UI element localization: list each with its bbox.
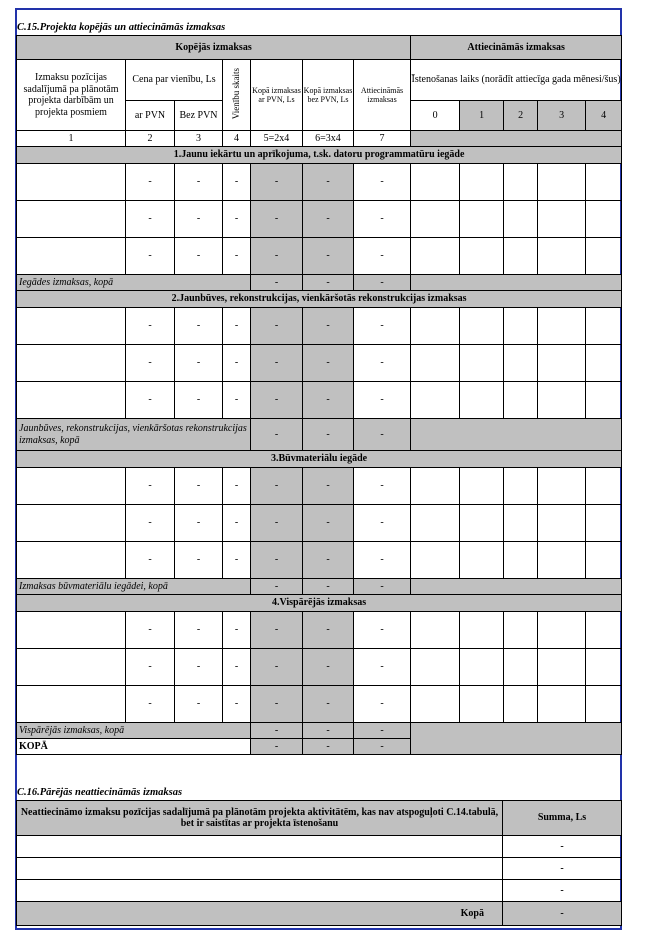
item-name-cell[interactable] [17, 201, 126, 238]
price-without-vat-cell[interactable]: - [175, 468, 223, 505]
price-without-vat-cell[interactable]: - [175, 345, 223, 382]
section-total-filler [411, 579, 622, 595]
item-breakdown-header: Izmaksu pozīcijas sadalījumā pa plānotām projekta darbībām un projekta posmiem [17, 60, 126, 131]
eligible-cell[interactable]: - [354, 686, 411, 723]
section-total-with-vat: - [251, 419, 303, 451]
total-without-vat-cell: - [303, 505, 354, 542]
period-cell[interactable] [504, 686, 538, 723]
total-with-vat-cell: - [251, 382, 303, 419]
period-cell[interactable] [586, 345, 622, 382]
period-cell[interactable] [411, 345, 460, 382]
period-cell[interactable] [411, 308, 460, 345]
item-name-cell[interactable] [17, 238, 126, 275]
price-without-vat-cell[interactable]: - [175, 201, 223, 238]
section-title: 4.Vispārējās izmaksas [17, 595, 622, 612]
eligible-cell[interactable]: - [354, 308, 411, 345]
c16-sum-cell[interactable]: - [503, 880, 622, 902]
eligible-cell[interactable]: - [354, 612, 411, 649]
unit-count-header [223, 60, 251, 131]
period-cell[interactable] [538, 505, 586, 542]
eligible-cell[interactable]: - [354, 345, 411, 382]
total-without-vat-cell: - [303, 542, 354, 579]
period-cell[interactable] [538, 686, 586, 723]
price-with-vat-cell[interactable]: - [126, 345, 175, 382]
period-cell[interactable] [586, 649, 622, 686]
total-with-vat-cell: - [251, 649, 303, 686]
period-cell[interactable] [504, 201, 538, 238]
period-cell[interactable] [411, 468, 460, 505]
period-header: 1 [460, 101, 504, 131]
col-number: 7 [354, 131, 411, 147]
period-cell[interactable] [504, 164, 538, 201]
eligible-cell[interactable]: - [354, 649, 411, 686]
eligible-cell[interactable]: - [354, 382, 411, 419]
price-with-vat-cell[interactable]: - [126, 649, 175, 686]
grand-total-without-vat: - [303, 739, 354, 755]
section-total-label: Iegādes izmaksas, kopā [17, 275, 251, 291]
section-total-with-vat: - [251, 275, 303, 291]
period-cell[interactable] [411, 542, 460, 579]
unit-count-cell[interactable]: - [223, 238, 251, 275]
period-cell[interactable] [411, 382, 460, 419]
c16-desc-header: Neattiecināmo izmaksu pozīcijas sadalījumā pa plānotām projekta aktivitātēm, kas nav atspoguļoti C.14.tabulā, bet ir saistītas ar projekta īstenošanu [17, 801, 503, 836]
unit-count-cell[interactable]: - [223, 308, 251, 345]
total-with-vat-cell: - [251, 308, 303, 345]
price-with-vat-cell[interactable]: - [126, 164, 175, 201]
section-total-filler [411, 275, 622, 291]
period-cell[interactable] [504, 345, 538, 382]
period-header: 4 [586, 101, 622, 131]
section-title: 3.Būvmateriālu iegāde [17, 451, 622, 468]
period-header: 0 [411, 101, 460, 131]
unit-count-cell[interactable]: - [223, 612, 251, 649]
c16-desc-cell[interactable] [17, 836, 503, 858]
item-name-cell[interactable] [17, 164, 126, 201]
section-total-with-vat: - [251, 723, 303, 739]
period-cell[interactable] [460, 649, 504, 686]
eligible-header: Attiecināmās izmaksas [354, 60, 411, 131]
section-total-eligible: - [354, 579, 411, 595]
c16-table [16, 800, 622, 926]
period-cell[interactable] [538, 201, 586, 238]
unit-count-cell[interactable]: - [223, 542, 251, 579]
grand-total-label: KOPĀ [17, 739, 251, 755]
period-cell[interactable] [538, 382, 586, 419]
period-cell[interactable] [538, 649, 586, 686]
period-cell[interactable] [586, 468, 622, 505]
section-total-without-vat: - [303, 419, 354, 451]
period-cell[interactable] [460, 238, 504, 275]
unit-count-cell[interactable]: - [223, 468, 251, 505]
period-cell[interactable] [586, 612, 622, 649]
item-name-cell[interactable] [17, 686, 126, 723]
total-with-vat-cell: - [251, 542, 303, 579]
price-with-vat-cell[interactable]: - [126, 468, 175, 505]
period-cell[interactable] [504, 612, 538, 649]
total-without-vat-cell: - [303, 686, 354, 723]
period-cell[interactable] [538, 345, 586, 382]
unit-count-cell[interactable]: - [223, 345, 251, 382]
total-without-vat-cell: - [303, 308, 354, 345]
unit-count-cell[interactable]: - [223, 686, 251, 723]
total-without-vat-cell: - [303, 238, 354, 275]
price-without-vat-cell[interactable]: - [175, 686, 223, 723]
eligible-cell[interactable]: - [354, 164, 411, 201]
section-total-filler [411, 723, 622, 755]
period-cell[interactable] [460, 382, 504, 419]
c16-total-value: - [503, 902, 622, 926]
period-cell[interactable] [411, 201, 460, 238]
total-without-vat-cell: - [303, 345, 354, 382]
total-without-vat-cell: - [303, 649, 354, 686]
price-with-vat-cell[interactable]: - [126, 542, 175, 579]
total-with-vat-cell: - [251, 468, 303, 505]
section-total-without-vat: - [303, 275, 354, 291]
section-total-eligible: - [354, 275, 411, 291]
period-cell[interactable] [504, 382, 538, 419]
col-number: 4 [223, 131, 251, 147]
total-with-vat-cell: - [251, 345, 303, 382]
section-total-label: Vispārējās izmaksas, kopā [17, 723, 251, 739]
col-number-spacer [411, 131, 622, 147]
unit-count-cell[interactable]: - [223, 505, 251, 542]
period-cell[interactable] [586, 164, 622, 201]
total-without-vat-cell: - [303, 201, 354, 238]
period-cell[interactable] [538, 612, 586, 649]
price-with-vat-cell[interactable]: - [126, 382, 175, 419]
without-vat-header: Bez PVN [175, 101, 223, 131]
unit-count-cell[interactable]: - [223, 382, 251, 419]
unit-count-cell[interactable]: - [223, 201, 251, 238]
c16-total-label: Kopā [17, 902, 503, 926]
period-cell[interactable] [586, 238, 622, 275]
c16-desc-cell[interactable] [17, 880, 503, 902]
period-cell[interactable] [460, 164, 504, 201]
item-name-cell[interactable] [17, 308, 126, 345]
total-without-vat-cell: - [303, 612, 354, 649]
period-cell[interactable] [411, 612, 460, 649]
price-without-vat-cell[interactable]: - [175, 505, 223, 542]
c16-sum-header: Summa, Ls [503, 801, 622, 836]
unit-count-cell[interactable]: - [223, 164, 251, 201]
price-without-vat-cell[interactable]: - [175, 238, 223, 275]
period-cell[interactable] [586, 542, 622, 579]
total-with-vat-cell: - [251, 686, 303, 723]
c15-title: C.15.Projekta kopējās un attiecināmās izmaksas [17, 22, 226, 33]
period-cell[interactable] [504, 308, 538, 345]
item-name-cell[interactable] [17, 612, 126, 649]
c15-body [17, 147, 622, 755]
total-with-vat-cell: - [251, 612, 303, 649]
total-without-vat-cell: - [303, 468, 354, 505]
price-with-vat-cell[interactable]: - [126, 612, 175, 649]
col-number: 2 [126, 131, 175, 147]
item-name-cell[interactable] [17, 468, 126, 505]
section-title: 2.Jaunbūves, rekonstrukcijas, vienkāršotās rekonstrukcijas izmaksas [17, 291, 622, 308]
price-without-vat-cell[interactable]: - [175, 649, 223, 686]
implementation-time-header: Īstenošanas laiks (norādīt attiecīga gada mēnesi/šus) [411, 60, 622, 101]
period-cell[interactable] [460, 308, 504, 345]
with-vat-header: ar PVN [126, 101, 175, 131]
col-number: 5=2x4 [251, 131, 303, 147]
price-with-vat-cell[interactable]: - [126, 505, 175, 542]
total-without-vat-header: Kopā izmaksas bez PVN, Ls [303, 60, 354, 131]
period-header: 3 [538, 101, 586, 131]
grand-total-eligible: - [354, 739, 411, 755]
eligible-cell[interactable]: - [354, 468, 411, 505]
col-number: 3 [175, 131, 223, 147]
period-cell[interactable] [538, 164, 586, 201]
price-without-vat-cell[interactable]: - [175, 542, 223, 579]
item-name-cell[interactable] [17, 649, 126, 686]
total-with-vat-cell: - [251, 505, 303, 542]
price-with-vat-cell[interactable]: - [126, 686, 175, 723]
period-cell[interactable] [504, 468, 538, 505]
grand-total-with-vat: - [251, 739, 303, 755]
period-cell[interactable] [460, 542, 504, 579]
period-header: 2 [504, 101, 538, 131]
period-cell[interactable] [586, 382, 622, 419]
unit-count-label: Vienību skaits [231, 67, 242, 119]
item-name-cell[interactable] [17, 542, 126, 579]
price-with-vat-cell[interactable]: - [126, 308, 175, 345]
price-without-vat-cell[interactable]: - [175, 612, 223, 649]
period-cell[interactable] [504, 505, 538, 542]
period-cell[interactable] [460, 686, 504, 723]
c16-sum-cell[interactable]: - [503, 836, 622, 858]
period-cell[interactable] [411, 505, 460, 542]
eligible-cell[interactable]: - [354, 505, 411, 542]
period-cell[interactable] [411, 649, 460, 686]
item-name-cell[interactable] [17, 345, 126, 382]
period-cell[interactable] [538, 308, 586, 345]
total-without-vat-cell: - [303, 382, 354, 419]
item-name-cell[interactable] [17, 382, 126, 419]
c16-title: C.16.Pārējās neattiecināmās izmaksas [17, 787, 183, 798]
section-total-eligible: - [354, 723, 411, 739]
period-cell[interactable] [586, 686, 622, 723]
period-cell[interactable] [411, 164, 460, 201]
eligible-cell[interactable]: - [354, 238, 411, 275]
section-total-label: Izmaksas būvmateriālu iegādei, kopā [17, 579, 251, 595]
price-with-vat-cell[interactable]: - [126, 201, 175, 238]
period-cell[interactable] [504, 542, 538, 579]
section-total-without-vat: - [303, 579, 354, 595]
period-cell[interactable] [538, 542, 586, 579]
total-with-vat-cell: - [251, 201, 303, 238]
period-cell[interactable] [586, 201, 622, 238]
period-cell[interactable] [460, 345, 504, 382]
total-with-vat-cell: - [251, 164, 303, 201]
section-total-filler [411, 419, 622, 451]
price-without-vat-cell[interactable]: - [175, 164, 223, 201]
section-total-eligible: - [354, 419, 411, 451]
eligible-cell[interactable]: - [354, 201, 411, 238]
total-with-vat-header: Kopā izmaksas ar PVN, Ls [251, 60, 303, 131]
period-cell[interactable] [504, 649, 538, 686]
price-with-vat-cell[interactable]: - [126, 238, 175, 275]
c16-sum-cell[interactable]: - [503, 858, 622, 880]
section-title: 1.Jaunu iekārtu un aprīkojuma, t.sk. datoru programmatūru iegāde [17, 147, 622, 164]
total-with-vat-cell: - [251, 238, 303, 275]
period-cell[interactable] [538, 468, 586, 505]
col-number: 1 [17, 131, 126, 147]
item-name-cell[interactable] [17, 505, 126, 542]
c15-table [16, 35, 622, 755]
period-cell[interactable] [538, 238, 586, 275]
c16-desc-cell[interactable] [17, 858, 503, 880]
col-number: 6=3x4 [303, 131, 354, 147]
total-costs-header: Kopējās izmaksas [17, 36, 411, 60]
period-cell[interactable] [586, 308, 622, 345]
period-cell[interactable] [460, 201, 504, 238]
section-total-label: Jaunbūves, rekonstrukcijas, vienkāršotas rekonstrukcijas izmaksas, kopā [17, 419, 251, 451]
period-cell[interactable] [411, 686, 460, 723]
unit-price-header: Cena par vienību, Ls [126, 60, 223, 101]
eligible-cell[interactable]: - [354, 542, 411, 579]
period-cell[interactable] [460, 612, 504, 649]
total-without-vat-cell: - [303, 164, 354, 201]
period-cell[interactable] [504, 238, 538, 275]
unit-count-cell[interactable]: - [223, 649, 251, 686]
period-cell[interactable] [586, 505, 622, 542]
period-cell[interactable] [460, 505, 504, 542]
section-total-with-vat: - [251, 579, 303, 595]
section-total-without-vat: - [303, 723, 354, 739]
period-cell[interactable] [460, 468, 504, 505]
price-without-vat-cell[interactable]: - [175, 382, 223, 419]
period-cell[interactable] [411, 238, 460, 275]
eligible-costs-header: Attiecināmās izmaksas [411, 36, 622, 60]
price-without-vat-cell[interactable]: - [175, 308, 223, 345]
